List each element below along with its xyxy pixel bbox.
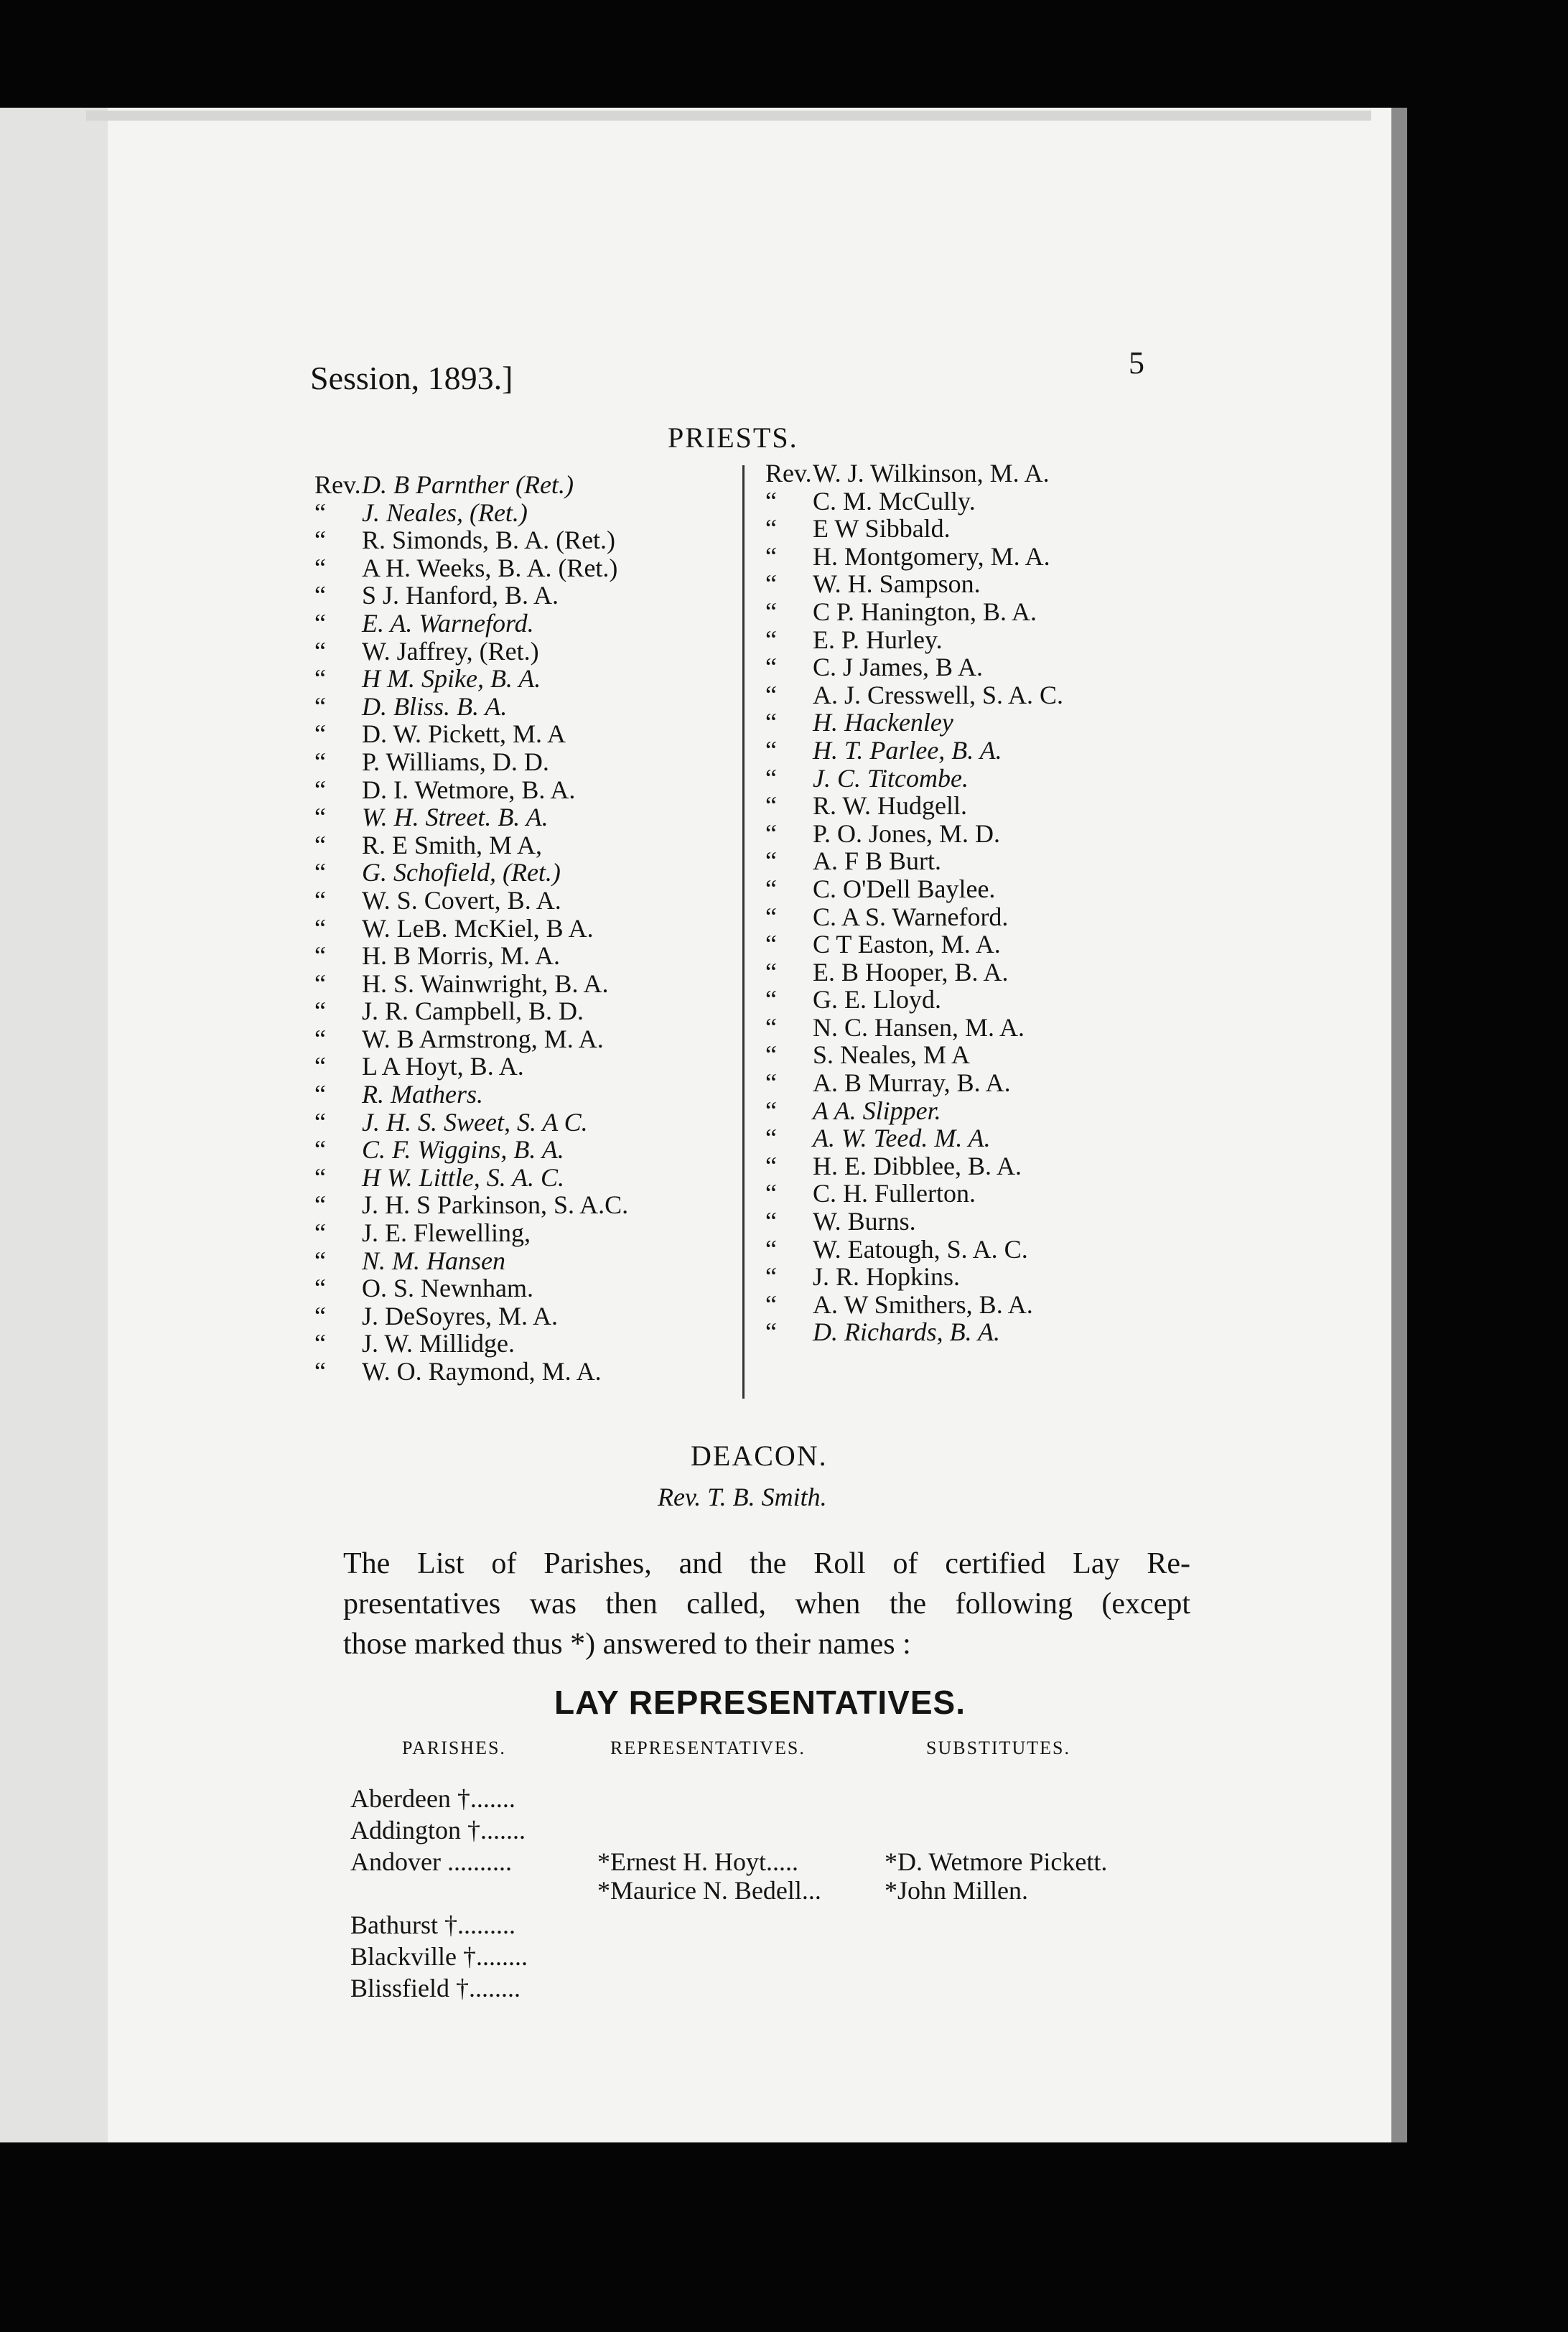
entry-prefix: “ — [765, 1179, 777, 1208]
priest-name: J. R. Hopkins. — [813, 1262, 961, 1292]
entry-prefix: “ — [314, 1162, 326, 1192]
entry-prefix: “ — [314, 691, 326, 721]
priest-entry — [765, 681, 1063, 709]
priest-name: H. B Morris, M. A. — [362, 941, 561, 971]
priest-entry — [314, 1053, 628, 1081]
entry-prefix: “ — [314, 719, 326, 749]
page-top-shadow — [86, 111, 1371, 121]
priest-name: O. S. Newnham. — [362, 1274, 533, 1303]
priest-entry — [314, 1191, 628, 1219]
priest-entry — [314, 1302, 628, 1330]
entry-prefix: “ — [314, 636, 326, 666]
entry-prefix: “ — [765, 1262, 777, 1292]
priest-name: J. H. S Parkinson, S. A.C. — [362, 1190, 629, 1220]
parish-name: Aberdeen †....... — [350, 1784, 515, 1813]
priest-entry — [314, 665, 628, 693]
priest-entry — [314, 887, 628, 915]
priest-name: H. E. Dibblee, B. A. — [813, 1151, 1022, 1180]
lay-representatives-title: LAY REPRESENTATIVES. — [554, 1684, 966, 1721]
priest-entry — [765, 1124, 1063, 1152]
priest-entry — [765, 847, 1063, 875]
priest-entry — [314, 803, 628, 831]
entry-prefix: “ — [314, 885, 326, 915]
priest-entry — [765, 709, 1063, 737]
priest-entry — [765, 460, 1063, 488]
priest-name: L A Hoyt, B. A. — [362, 1052, 524, 1081]
entry-prefix: “ — [314, 830, 326, 859]
entry-prefix: “ — [314, 1329, 326, 1358]
entry-prefix: “ — [314, 553, 326, 582]
page-number: 5 — [1129, 345, 1144, 381]
deacon-name: Rev. T. B. Smith. — [658, 1483, 827, 1511]
priest-name: W. Eatough, S. A. C. — [813, 1234, 1028, 1264]
page-right-edge — [1391, 108, 1407, 2142]
entry-prefix: “ — [314, 581, 326, 610]
entry-prefix: “ — [314, 526, 326, 555]
entry-prefix: “ — [765, 1151, 777, 1180]
entry-prefix: “ — [314, 1080, 326, 1109]
paragraph-line: those marked thus *) answered to their names : — [343, 1628, 911, 1661]
entry-prefix: “ — [314, 775, 326, 804]
entry-prefix: “ — [765, 930, 777, 959]
priest-entry — [314, 831, 628, 859]
priest-name: H M. Spike, B. A. — [362, 664, 541, 694]
entry-prefix: “ — [765, 541, 777, 571]
entry-prefix: “ — [765, 1096, 777, 1125]
priest-name: C. J James, B A. — [813, 653, 984, 682]
priest-name: G. Schofield, (Ret.) — [362, 858, 561, 887]
priests-heading: PRIESTS. — [668, 421, 798, 454]
entry-prefix: Rev. — [765, 459, 812, 488]
priest-entry — [765, 1014, 1063, 1042]
priest-entry — [314, 1219, 628, 1247]
priest-entry — [314, 942, 628, 970]
priest-entry — [314, 859, 628, 887]
priest-entry — [765, 1041, 1063, 1069]
priest-name: R. E Smith, M A, — [362, 830, 543, 859]
page-paper — [0, 108, 1391, 2142]
priest-entry — [765, 1208, 1063, 1236]
column-divider — [742, 465, 745, 1399]
priest-name: H. T. Parlee, B. A. — [813, 735, 1002, 765]
priest-name: C. M. McCully. — [813, 486, 976, 516]
priest-entry — [765, 570, 1063, 598]
priests-right-column — [765, 460, 1063, 1346]
priest-name: W. H. Sampson. — [813, 569, 981, 599]
entry-prefix: “ — [314, 941, 326, 971]
priest-entry — [765, 820, 1063, 848]
substitute-name: *D. Wetmore Pickett. — [885, 1847, 1108, 1876]
priest-name: D. Richards, B. A. — [813, 1317, 1000, 1347]
entry-prefix: “ — [765, 1234, 777, 1264]
priest-entry — [314, 1274, 628, 1302]
deacon-heading: DEACON. — [691, 1440, 828, 1472]
priest-name: D. I. Wetmore, B. A. — [362, 775, 576, 804]
priest-name: H. S. Wainwright, B. A. — [362, 969, 609, 998]
priest-entry — [314, 1358, 628, 1386]
roll-call-paragraph — [343, 1544, 1190, 1664]
priest-name: J. W. Millidge. — [362, 1329, 515, 1358]
priest-name: C T Easton, M. A. — [813, 930, 1001, 959]
priest-entry — [314, 1025, 628, 1053]
entry-prefix: “ — [765, 1040, 777, 1070]
entry-prefix: “ — [314, 1301, 326, 1330]
priest-name: C. A S. Warneford. — [813, 902, 1009, 931]
priest-entry — [314, 1136, 628, 1164]
priest-name: S J. Hanford, B. A. — [362, 581, 559, 610]
priest-name: P. O. Jones, M. D. — [813, 818, 1001, 848]
priest-name: P. Williams, D. D. — [362, 747, 549, 776]
priest-entry — [765, 931, 1063, 959]
entry-prefix: “ — [765, 653, 777, 682]
entry-prefix: “ — [314, 498, 326, 527]
entry-prefix: “ — [765, 957, 777, 987]
priest-name: D. B Parnther (Ret.) — [362, 470, 574, 499]
priest-entry — [314, 1081, 628, 1109]
priest-entry — [314, 1164, 628, 1192]
entry-prefix: “ — [765, 874, 777, 903]
entry-prefix: “ — [314, 747, 326, 776]
priest-entry — [314, 915, 628, 943]
entry-prefix: “ — [765, 708, 777, 737]
priest-entry — [765, 765, 1063, 793]
priest-entry — [765, 1097, 1063, 1125]
entry-prefix: “ — [765, 486, 777, 516]
priest-name: A. J. Cresswell, S. A. C. — [813, 680, 1064, 709]
priest-name: H. Montgomery, M. A. — [813, 541, 1050, 571]
priest-entry — [765, 737, 1063, 765]
entry-prefix: “ — [765, 1068, 777, 1098]
entry-prefix: “ — [314, 858, 326, 887]
entry-prefix: “ — [765, 514, 777, 544]
priest-entry — [765, 1318, 1063, 1346]
priest-entry — [314, 970, 628, 998]
priest-entry — [765, 1291, 1063, 1319]
representative-name: *Ernest H. Hoyt..... — [597, 1847, 798, 1876]
priest-name: C. O'Dell Baylee. — [813, 874, 996, 903]
priest-entry — [765, 903, 1063, 931]
parish-name: Blackville †........ — [350, 1942, 528, 1971]
priest-entry — [314, 1330, 628, 1358]
priest-name: R. Simonds, B. A. (Ret.) — [362, 526, 616, 555]
priest-name: W. S. Covert, B. A. — [362, 885, 561, 915]
parish-name: Addington †....... — [350, 1816, 526, 1844]
priest-name: A. F B Burt. — [813, 846, 942, 876]
priest-entry — [314, 997, 628, 1025]
priest-name: J. R. Campbell, B. D. — [362, 997, 584, 1026]
priest-name: A. W. Teed. M. A. — [813, 1124, 991, 1153]
priest-entry — [314, 471, 628, 499]
entry-prefix: “ — [314, 969, 326, 998]
priest-name: J. C. Titcombe. — [813, 763, 969, 793]
entry-prefix: “ — [314, 1357, 326, 1386]
priest-name: R. W. Hudgell. — [813, 791, 968, 821]
column-header-substitutes: SUBSTITUTES. — [926, 1738, 1070, 1758]
representative-name: *Maurice N. Bedell... — [597, 1876, 821, 1905]
priest-name: N. M. Hansen — [362, 1246, 505, 1275]
entry-prefix: “ — [314, 1024, 326, 1053]
substitute-name: *John Millen. — [885, 1876, 1029, 1905]
priest-entry — [314, 748, 628, 776]
priest-entry — [765, 1180, 1063, 1208]
priest-entry — [765, 792, 1063, 820]
entry-prefix: “ — [765, 791, 777, 821]
priest-name: S. Neales, M A — [813, 1040, 970, 1070]
priest-entry — [314, 693, 628, 721]
entry-prefix: “ — [314, 913, 326, 943]
entry-prefix: “ — [765, 1289, 777, 1319]
priest-entry — [314, 610, 628, 638]
priest-name: D. W. Pickett, M. A — [362, 719, 566, 749]
priest-name: W. Burns. — [813, 1207, 916, 1236]
entry-prefix: “ — [314, 1107, 326, 1137]
priest-name: W. Jaffrey, (Ret.) — [362, 636, 539, 666]
priest-entry — [765, 1069, 1063, 1097]
entry-prefix: “ — [765, 597, 777, 626]
priest-name: G. E. Lloyd. — [813, 985, 941, 1015]
priest-name: N. C. Hansen, M. A. — [813, 1012, 1025, 1042]
priest-name: J. Neales, (Ret.) — [362, 498, 528, 527]
priest-name: R. Mathers. — [362, 1080, 483, 1109]
priest-name: A A. Slipper. — [813, 1096, 941, 1125]
entry-prefix: “ — [765, 1207, 777, 1236]
priest-entry — [765, 515, 1063, 543]
priest-entry — [314, 776, 628, 804]
entry-prefix: “ — [314, 1135, 326, 1165]
column-header-representatives: REPRESENTATIVES. — [610, 1738, 806, 1758]
priest-name: E. B Hooper, B. A. — [813, 957, 1009, 987]
priest-entry — [765, 986, 1063, 1014]
entry-prefix: “ — [765, 763, 777, 793]
entry-prefix: “ — [765, 569, 777, 599]
priest-entry — [314, 720, 628, 748]
priest-entry — [314, 1109, 628, 1137]
priest-entry — [765, 1263, 1063, 1291]
priest-entry — [765, 1152, 1063, 1180]
priest-entry — [314, 499, 628, 527]
priest-name: J. DeSoyres, M. A. — [362, 1301, 559, 1330]
entry-prefix: “ — [765, 680, 777, 709]
priest-name: J. E. Flewelling, — [362, 1218, 531, 1248]
entry-prefix: Rev. — [314, 470, 361, 499]
entry-prefix: “ — [314, 1274, 326, 1303]
priest-name: H W. Little, S. A. C. — [362, 1162, 565, 1192]
priest-entry — [765, 959, 1063, 987]
entry-prefix: “ — [765, 735, 777, 765]
entry-prefix: “ — [314, 1052, 326, 1081]
column-header-parishes: PARISHES. — [402, 1738, 506, 1758]
priest-name: H. Hackenley — [813, 708, 953, 737]
priest-name: C. F. Wiggins, B. A. — [362, 1135, 564, 1165]
priest-entry — [765, 653, 1063, 681]
parish-name: Bathurst †......... — [350, 1911, 515, 1939]
priest-entry — [765, 626, 1063, 654]
paragraph-line: presentatives was then called, when the following (except — [343, 1587, 1190, 1620]
entry-prefix: “ — [314, 997, 326, 1026]
running-header: Session, 1893.] — [310, 360, 513, 396]
priest-entry — [314, 526, 628, 554]
entry-prefix: “ — [765, 625, 777, 654]
entry-prefix: “ — [314, 608, 326, 638]
entry-prefix: “ — [765, 1012, 777, 1042]
priest-name: E W Sibbald. — [813, 514, 951, 544]
entry-prefix: “ — [765, 846, 777, 876]
entry-prefix: “ — [314, 1218, 326, 1248]
priest-name: E. A. Warneford. — [362, 608, 534, 638]
entry-prefix: “ — [314, 1190, 326, 1220]
priest-entry — [314, 582, 628, 610]
priest-entry — [765, 1236, 1063, 1264]
entry-prefix: “ — [765, 1317, 777, 1347]
entry-prefix: “ — [765, 1124, 777, 1153]
priest-name: A. W Smithers, B. A. — [813, 1289, 1033, 1319]
priest-name: A H. Weeks, B. A. (Ret.) — [362, 553, 618, 582]
priest-name: W. O. Raymond, M. A. — [362, 1357, 602, 1386]
priests-left-column — [314, 471, 628, 1386]
priest-entry — [765, 488, 1063, 516]
entry-prefix: “ — [314, 1246, 326, 1275]
priest-name: C P. Hanington, B. A. — [813, 597, 1037, 626]
priest-entry — [314, 554, 628, 582]
priest-name: W. LeB. McKiel, B A. — [362, 913, 594, 943]
entry-prefix: “ — [314, 664, 326, 694]
priest-name: W. H. Street. B. A. — [362, 803, 549, 832]
priest-name: W. B Armstrong, M. A. — [362, 1024, 604, 1053]
parish-name: Blissfield †........ — [350, 1974, 521, 2002]
entry-prefix: “ — [765, 902, 777, 931]
priest-entry — [314, 638, 628, 666]
priest-name: J. H. S. Sweet, S. A C. — [362, 1107, 588, 1137]
priest-name: D. Bliss. B. A. — [362, 691, 508, 721]
priest-entry — [765, 598, 1063, 626]
priest-entry — [765, 875, 1063, 903]
priest-entry — [314, 1247, 628, 1275]
entry-prefix: “ — [314, 803, 326, 832]
facing-page-edge — [0, 108, 108, 2142]
priest-name: A. B Murray, B. A. — [813, 1068, 1011, 1098]
priest-entry — [765, 543, 1063, 571]
priest-name: E. P. Hurley. — [813, 625, 943, 654]
entry-prefix: “ — [765, 818, 777, 848]
entry-prefix: “ — [765, 985, 777, 1015]
priest-name: C. H. Fullerton. — [813, 1179, 976, 1208]
paragraph-line: The List of Parishes, and the Roll of certified Lay Re- — [343, 1547, 1190, 1580]
priest-name: W. J. Wilkinson, M. A. — [813, 459, 1050, 488]
parish-name: Andover .......... — [350, 1847, 512, 1876]
